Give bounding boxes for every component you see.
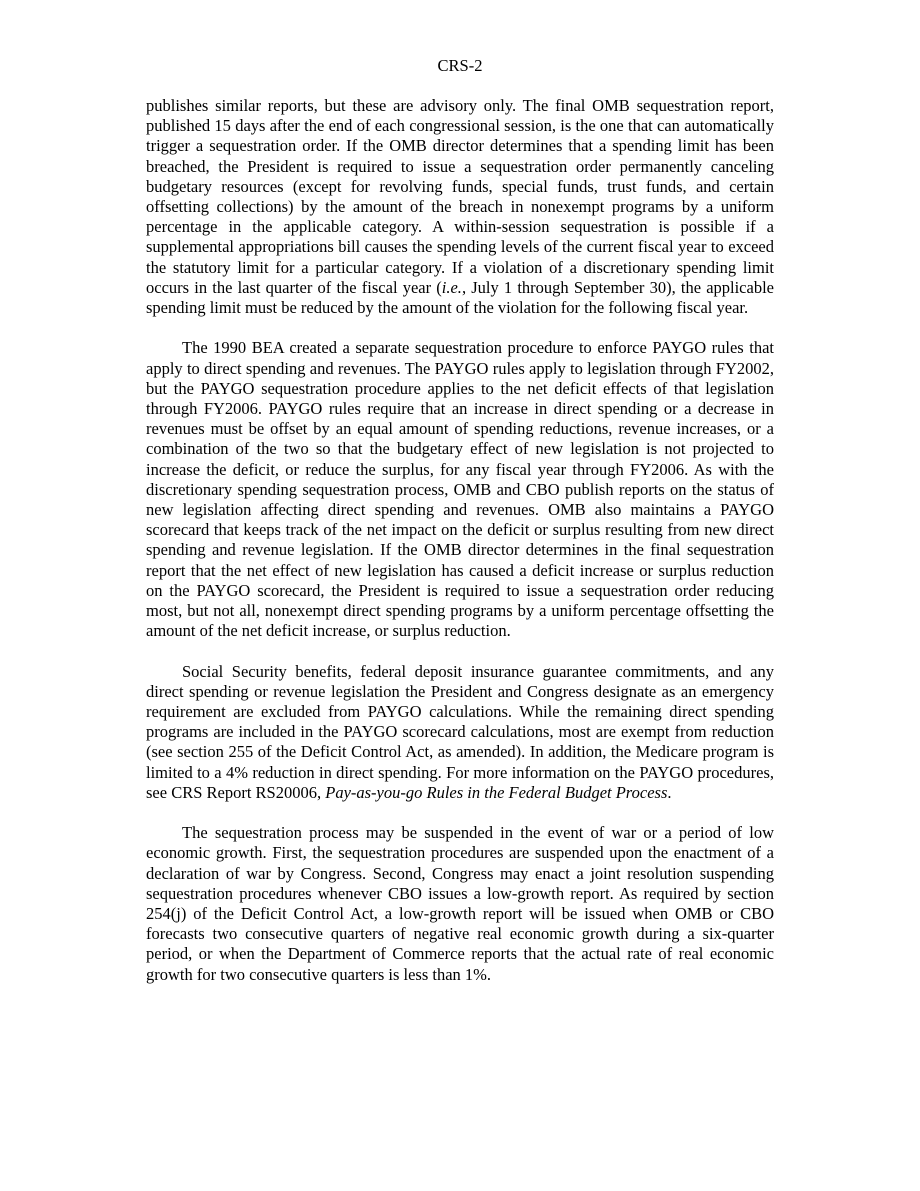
paragraph-1-italic-ie: i.e. — [441, 277, 462, 297]
paragraph-1-text-c: , July 1 through September 30), the applicable spending limit must be reduced by the amount of the violation for the following fiscal year. — [146, 277, 774, 318]
paragraph-3 — [146, 662, 774, 803]
document-body — [146, 96, 774, 1005]
page-header: CRS-2 — [437, 56, 483, 75]
paragraph-3-text-a: Social Security benefits, federal deposit insurance guarantee commitments, and any direct spending or revenue legislation the President and Congress designate as an emergency requirement are excluded from PAYGO calculations. While the remaining direct spending programs are included in the PAYGO scorecard calculations, most are exempt from reduction (see section 255 of the Deficit Control Act, as amended). In addition, the Medicare program is limited to a 4% reduction in direct spending. For more information on the PAYGO procedures, see CRS Report RS20006, — [146, 661, 774, 802]
paragraph-4: The sequestration process may be suspended in the event of war or a period of low economic growth. First, the sequestration procedures are suspended upon the enactment of a declaration of war by Congress. Second, Congress may enact a joint resolution suspending sequestration procedures whenever CBO issues a low-growth report. As required by section 254(j) of the Deficit Control Act, a low-growth report will be issued when OMB or CBO forecasts two consecutive quarters of negative real economic growth during a six-quarter period, or when the Department of Commerce reports that the actual rate of real economic growth for two consecutive quarters is less than 1%. — [146, 823, 774, 984]
paragraph-1-text-a: publishes similar reports, but these are advisory only. The final OMB sequestration report, published 15 days after the end of each congressional session, is the one that can automatically trigger a sequestration order. If the OMB director determines that a spending limit has been breached, the President is required to issue a sequestration order permanently canceling budgetary resources (except for revolving funds, special funds, trust funds, and certain offsetting collections) by the amount of the breach in nonexempt programs by a uniform percentage in the applicable category. A within-session sequestration is possible if a supplemental appropriations bill causes the spending levels of the current fiscal year to exceed the statutory limit for a particular category. If a violation of a discretionary spending limit occurs in the last quarter of the fiscal year ( — [146, 96, 774, 297]
paragraph-1 — [146, 96, 774, 318]
paragraph-2: The 1990 BEA created a separate sequestration procedure to enforce PAYGO rules that apply to direct spending and revenues. The PAYGO rules apply to legislation through FY2002, but the PAYGO sequestration procedure applies to the net deficit effects of that legislation through FY2006. PAYGO rules require that an increase in direct spending or a decrease in revenues must be offset by an equal amount of spending reductions, revenue increases, or a combination of the two so that the budgetary effect of new legislation is not projected to increase the deficit, or reduce the surplus, for any fiscal year through FY2006. As with the discretionary spending sequestration process, OMB and CBO publish reports on the status of new legislation affecting direct spending and revenues. OMB also maintains a PAYGO scorecard that keeps track of the net impact on the deficit or surplus resulting from new direct spending and revenue legislation. If the OMB director determines in the final sequestration report that the net effect of new legislation has caused a deficit increase or surplus reduction on the PAYGO scorecard, the President is required to issue a sequestration order reducing most, but not all, nonexempt direct spending programs by a uniform percentage offsetting the amount of the net deficit increase, or surplus reduction. — [146, 338, 774, 641]
paragraph-3-text-c: . — [667, 782, 672, 802]
paragraph-3-report-title: Pay-as-you-go Rules in the Federal Budget Process — [325, 782, 668, 802]
